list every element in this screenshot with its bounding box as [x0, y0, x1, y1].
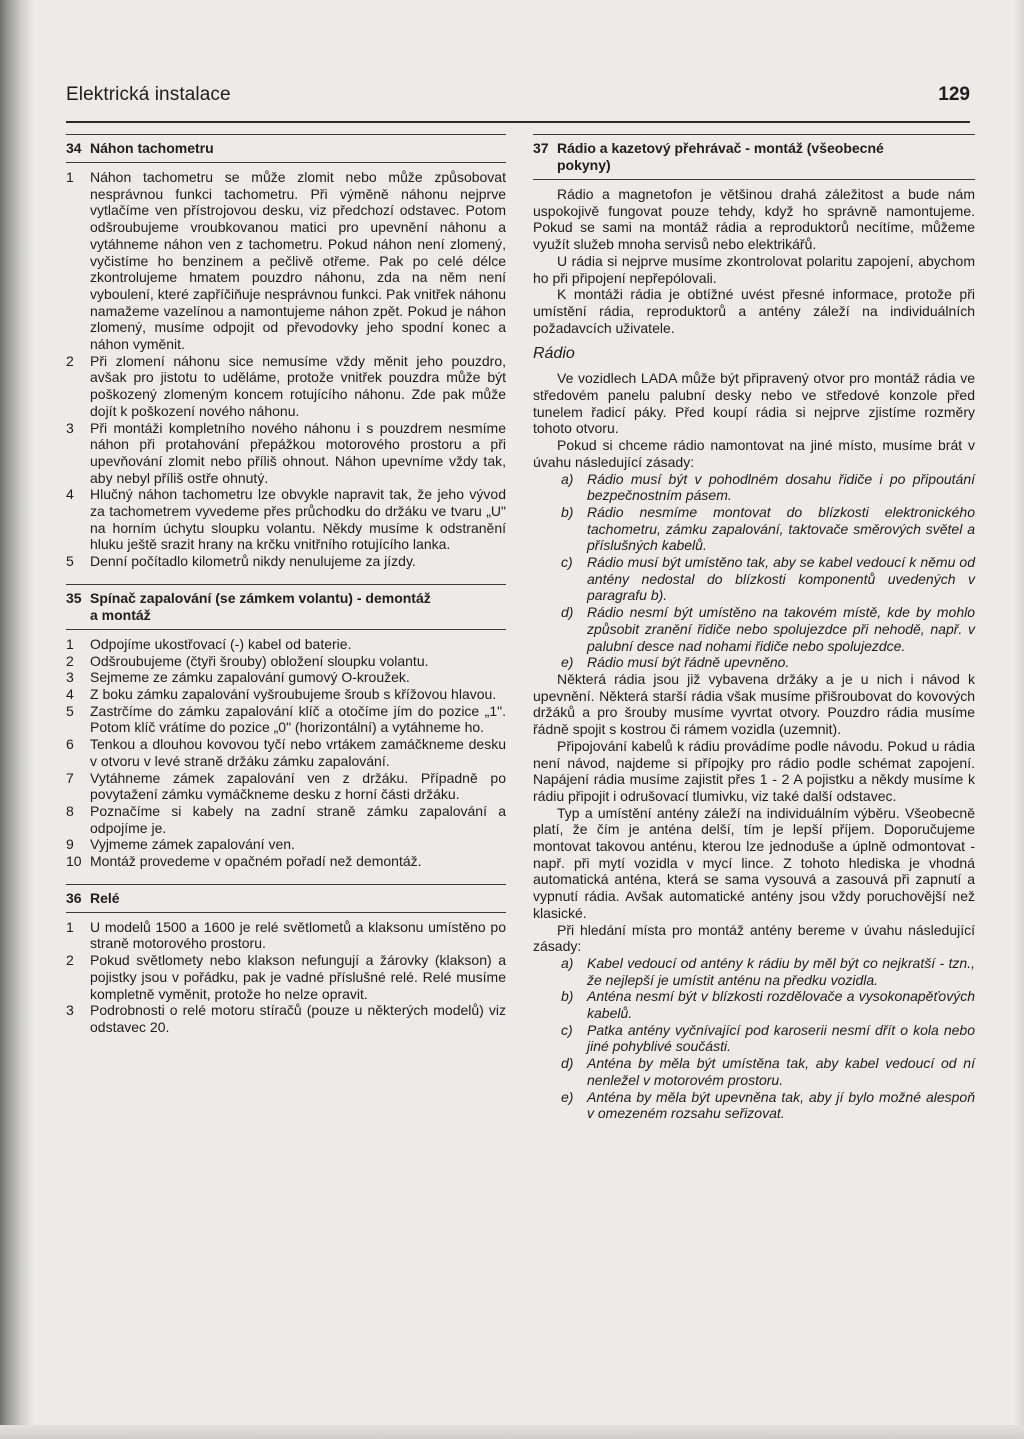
- paragraph: Pokud si chceme rádio namontovat na jiné místo, musíme brát v úvahu následující zásady:: [533, 437, 975, 470]
- paragraph: Ve vozidlech LADA může být připravený otvor pro montáž rádia ve středovém panelu palubní desky nebo ve středové konzole před tunelem řadicí páky. Před koupí rádia si nejprve zjistíme rozměry tohoto otvoru.: [533, 370, 975, 437]
- list-item: b) Anténa nesmí být v blízkosti rozdělovače a vysokonapěťových kabelů.: [561, 988, 975, 1022]
- paragraph: Připojování kabelů k rádiu provádíme podle návodu. Pokud u rádia není návod, najdeme si přípojky pro rádio podle schémat zapojení. Napájení rádia musíme zajistit přes 1 - 2 A pojistku a někdy musíme k rádiu připojit i odrušovací tlumivku, viz také další odstavec.: [533, 737, 975, 804]
- paragraph: 2 Pokud světlomety nebo klakson nefungují a žárovky (klakson) a pojistky jsou v pořádku, pak je vadné příslušné relé. Relé musíme kompletně vyměnit, protože ho nelze opravit.: [66, 952, 506, 1002]
- list-item: e) Anténa by měla být upevněna tak, aby jí bylo možné alespoň v omezeném rozsahu seřizovat.: [561, 1088, 975, 1122]
- paragraph: 5 Denní počítadlo kilometrů nikdy nenulujeme za jízdy.: [66, 553, 416, 570]
- running-title: Elektrická instalace: [66, 84, 231, 105]
- paragraph: 3 Podrobnosti o relé motoru stíračů (pouze u některých modelů) viz odstavec 20.: [66, 1002, 506, 1035]
- section-rule: [66, 884, 506, 885]
- page-edge-right: [1014, 0, 1024, 1439]
- list-item: a) Rádio musí být v pohodlném dosahu řidiče i po připoutání bezpečnostním pásem.: [561, 470, 975, 504]
- paragraph: 3 Při montáži kompletního nového náhonu i s pouzdrem nesmíme náhon při protahování přepážkou motorového prostoru a při upevňování zlomit nebo příliš ohnout. Náhon upevníme vždy tak, aby nebyl příliš ostře ohnutý.: [66, 419, 506, 486]
- paragraph: 1 Náhon tachometru se může zlomit nebo může způsobovat nesprávnou funkci tachometru. Při výměně náhonu nejprve vytlačíme ven přístrojovou desku, viz předchozí odstavec. Potom odšroubujeme vroubkovanou matici pro upevnění náhonu a vytáhneme náhon ven z tachometru. Pokud náhon není zlomený, vyčistíme ho benzinem a pečlivě otřeme. Pak po celé délce zkontrolujeme hmatem pouzdro náhonu, zda na něm není vyboulení, které zapříčiňuje nesprávnou funkci. Pak vnitřek náhonu namažeme vazelínou a namontujeme náhon zpět. Pokud je náhon zlomený, musíme odpojit od převodovky jeho spodní konec a náhon vyměnit.: [66, 169, 506, 353]
- step: 5 Zastrčíme do zámku zapalování klíč a otočíme jím do pozice „1". Potom klíč vrátíme do pozice „0" (horizontální) a vytáhneme ho.: [66, 702, 506, 736]
- list-item: b) Rádio nesmíme montovat do blízkosti elektronického tachometru, zámku zapalování, taktovače směrových světel a příslušných kabelů.: [561, 503, 975, 554]
- section-36: [66, 884, 506, 1036]
- binding-shadow: [0, 0, 34, 1439]
- left-column: [66, 134, 506, 1050]
- subheading-radio: Rádio: [533, 345, 575, 363]
- section-rule: [66, 584, 506, 585]
- paragraph: U rádia si nejprve musíme zkontrolovat polaritu zapojení, abychom ho při připojení nepřepólovali.: [533, 252, 975, 286]
- list-item: a) Kabel vedoucí od antény k rádiu by měl být co nejkratší - tzn., že nejlepší je umístit anténu na předku vozidla.: [561, 954, 975, 988]
- header-rule: [66, 121, 970, 123]
- section-heading: 34 Náhon tachometru: [66, 140, 506, 163]
- list-item: d) Rádio nesmí být umístěno na takovém místě, kde by mohlo způsobit zranění řidiče nebo spolujezdce při nehodě, např. v palubní desce nad nohami řidiče nebo spolujezdce.: [561, 604, 975, 654]
- step: 2 Odšroubujeme (čtyři šrouby) obložení sloupku volantu.: [66, 652, 429, 669]
- section-heading: 35 Spínač zapalování (se zámkem volantu) - demontáž a montáž: [66, 590, 506, 630]
- list-item: d) Anténa by měla být umístěna tak, aby kabel vedoucí od ní nenležel v motorovém prostoru.: [561, 1055, 975, 1088]
- step: 9 Vyjmeme zámek zapalování ven.: [66, 836, 295, 853]
- paragraph: 4 Hlučný náhon tachometru lze obvykle napravit tak, že jeho vývod za tachometrem vyvedeme přes průchodku do držáku ve tvaru „U" na horním úchytu sloupku volantu. Někdy musíme k odstranění hluku ještě srazit hrany na krčku vnitřního rotujícího lanka.: [66, 486, 506, 553]
- list-item: c) Patka antény vyčnívající pod karoserii nesmí dřít o kola nebo jiné pohyblivé součásti.: [561, 1021, 975, 1055]
- paragraph: Typ a umístění antény záleží na individuálním výběru. Všeobecně platí, že čím je anténa delší, tím je lepší příjem. Doporučujeme montovat takovou anténu, kterou lze jednoduše a úplně odmontovat - např. při mytí vozidla v mycí lince. Z tohoto hlediska je vhodná automatická anténa, která se sama vysouvá a zasouvá při zapnutí a vypnutí rádia. Avšak automatické antény jsou vždy poruchovější než klasické.: [533, 804, 975, 921]
- step: 1 Odpojíme ukostřovací (-) kabel od baterie.: [66, 635, 352, 652]
- paragraph: Při hledání místa pro montáž antény bereme v úvahu následující zásady:: [533, 921, 975, 955]
- paragraph: Některá rádia jsou již vybavena držáky a je u nich i návod k upevnění. Některá starší rádia však musíme přišroubovat do kovových držáků a pro šrouby musíme vyvrtat otvory. Pouzdro rádia musíme řádně spojit s kostrou či rámem vozidla (uzemnit).: [533, 670, 975, 738]
- section-heading: 37 Rádio a kazetový přehrávač - montáž (všeobecné pokyny): [533, 140, 975, 180]
- section-37: [533, 134, 975, 1122]
- right-column: [533, 134, 975, 1136]
- section-heading: 36 Relé: [66, 890, 506, 913]
- list-item: e) Rádio musí být řádně upevněno.: [561, 654, 790, 671]
- step: 3 Sejmeme ze zámku zapalování gumový O-kroužek.: [66, 669, 410, 686]
- step: 8 Poznačíme si kabely na zadní straně zámku zapalování a odpojíme je.: [66, 802, 506, 836]
- paragraph: K montáži rádia je obtížné uvést přesné informace, protože při umístění rádia, reproduktorů a antény záleží na individuálních požadavcích uživatele.: [533, 286, 975, 336]
- step: 7 Vytáhneme zámek zapalování ven z držáku. Případně po povytažení zámku vymáčkneme desku z horní části držáku.: [66, 769, 506, 803]
- step: 10 Montáž provedeme v opačném pořadí než demontáž.: [66, 853, 422, 870]
- page-number: 129: [938, 84, 970, 105]
- paragraph: Rádio a magnetofon je většinou drahá záležitost a bude nám uspokojivě fungovat pouze tehdy, když ho správně namontujeme. Pokud se sami na montáž rádia a reproduktorů necítíme, můžeme využít služeb mnoha servisů nebo elektrikářů.: [533, 186, 975, 253]
- step: 4 Z boku zámku zapalování vyšroubujeme šroub s křížovou hlavou.: [66, 685, 497, 702]
- list-item: c) Rádio musí být umístěno tak, aby se kabel vedoucí k němu od antény nedostal do blízkosti komponentů uvedených v paragrafu b).: [561, 554, 975, 604]
- section-rule: [66, 134, 506, 135]
- step: 6 Tenkou a dlouhou kovovou tyčí nebo vrtákem zamáčkneme desku v otvoru v levé straně držáku zámku zapalování.: [66, 736, 506, 769]
- section-rule: [533, 134, 975, 135]
- section-34: [66, 134, 506, 570]
- section-35: [66, 584, 506, 870]
- page-edge-bottom: [0, 1425, 1024, 1439]
- paragraph: 2 Při zlomení náhonu sice nemusíme vždy měnit jeho pouzdro, avšak pro jistotu to uděláme, protože vnitřek pouzdra může být poškozený zlomeným koncem rotujícího náhonu. Zde pak může dojít k poškození nového náhonu.: [66, 352, 506, 419]
- paragraph: 1 U modelů 1500 a 1600 je relé světlometů a klaksonu umístěno po straně motorového prostoru.: [66, 918, 506, 952]
